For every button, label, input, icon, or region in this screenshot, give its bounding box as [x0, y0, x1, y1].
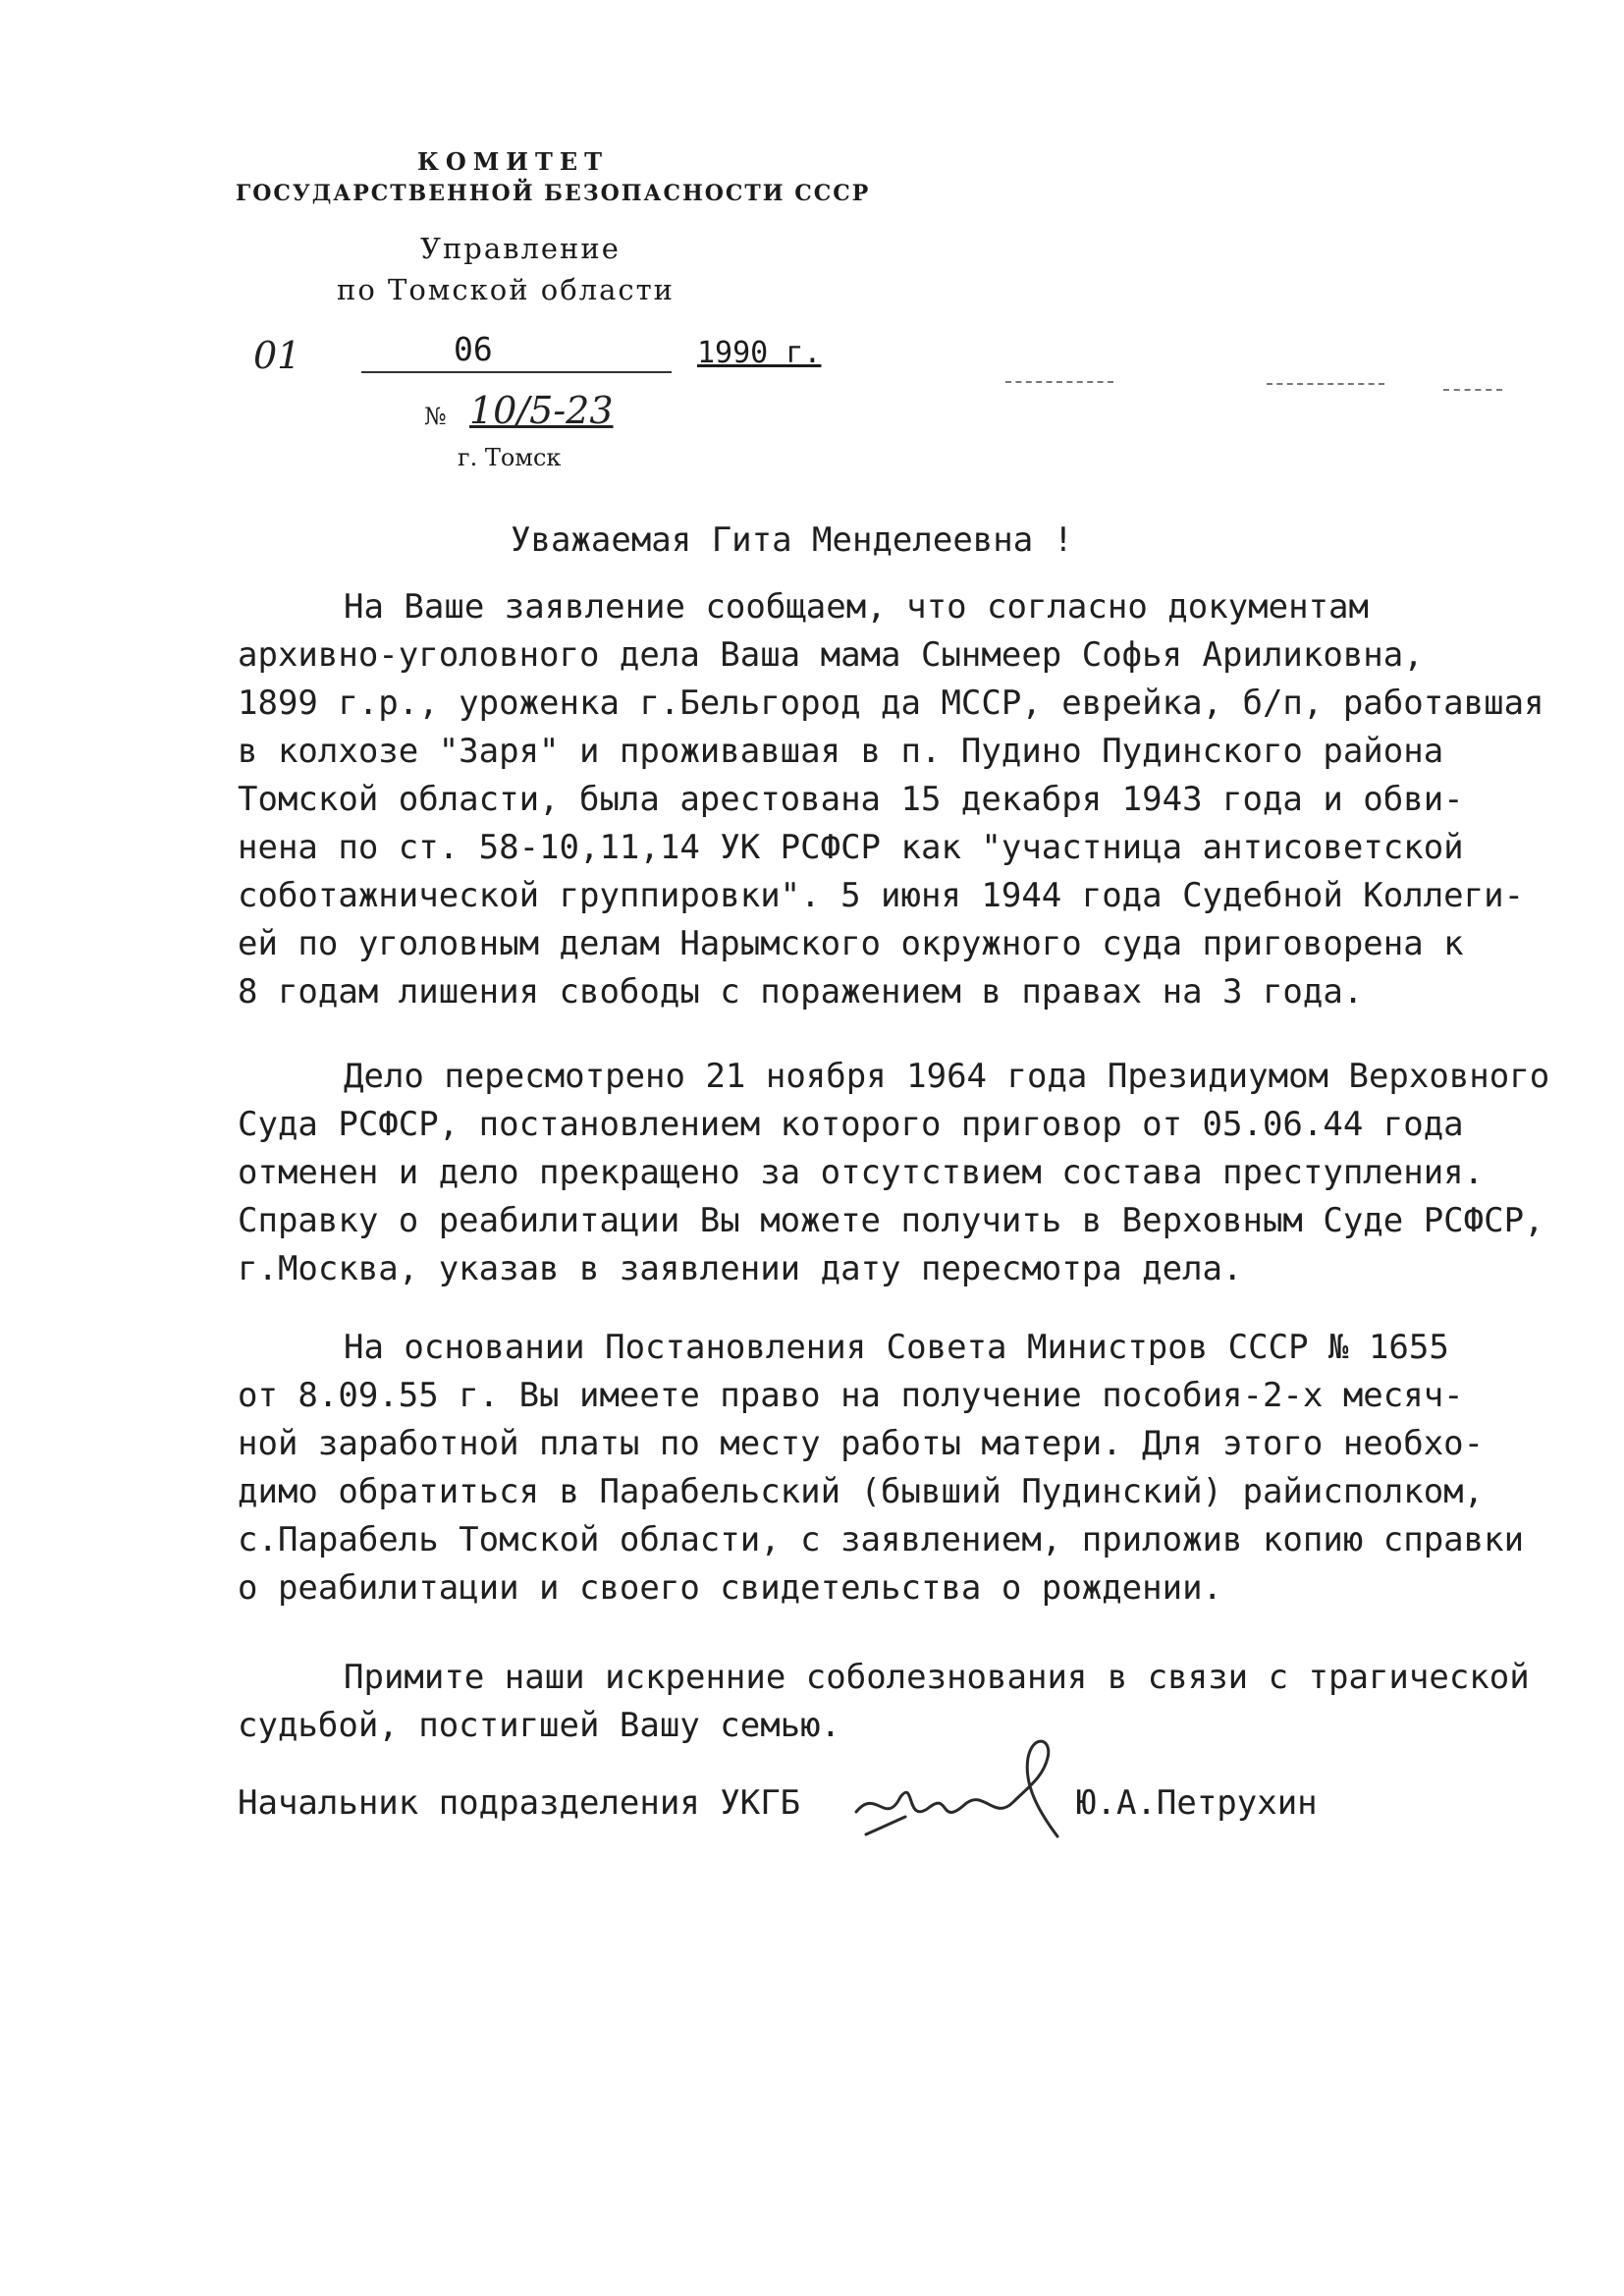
letterhead-committee: КОМИТЕТ [417, 147, 609, 176]
text-line: ной заработной платы по месту работы матери. Для этого необхо- [238, 1424, 1485, 1463]
paragraph-1 [238, 583, 1544, 1016]
signatory-title: Начальник подразделения УКГБ [238, 1783, 801, 1823]
text-line: На Ваше заявление сообщаем, что согласно документам [344, 587, 1369, 627]
text-line: димо обратиться в Парабельский (бывший Пудинский) райисполком, [238, 1472, 1485, 1511]
number-label: № [424, 403, 447, 430]
letterhead-region: по Томской области [337, 273, 675, 306]
faint-dash [1005, 381, 1113, 383]
paragraph-2 [238, 1053, 1549, 1293]
text-line: Справку о реабилитации Вы можете получить в Верховным Суде РСФСР, [238, 1201, 1544, 1240]
text-line: от 8.09.55 г. Вы имеете право на получение пособия-2-х месяч- [238, 1376, 1464, 1415]
signatory-name: Ю.А.Петрухин [1076, 1783, 1318, 1823]
text-line: Суда РСФСР, постановлением которого приговор от 05.06.44 года [238, 1105, 1464, 1144]
date-day: 01 [253, 334, 301, 377]
faint-dash [1267, 383, 1384, 385]
text-line: 1899 г.р., уроженка г.Бельгород да МССР, еврейка, б/п, работавшая [238, 683, 1544, 723]
text-line: Примите наши искренние соболезнования в связи с трагической [344, 1658, 1530, 1697]
text-line: г.Москва, указав в заявлении дату пересмотра дела. [238, 1249, 1243, 1288]
document-city: г. Томск [458, 444, 562, 471]
text-line: судьбой, постигшей Вашу семью. [238, 1706, 841, 1745]
text-line: о реабилитации и своего свидетельства о рождении. [238, 1568, 1223, 1608]
text-line: 8 годам лишения свободы с поражением в правах на 3 года. [238, 972, 1364, 1011]
handwritten-signature [846, 1719, 1102, 1856]
date-month: 06 [454, 330, 493, 368]
text-line: На основании Постановления Совета Министров СССР № 1655 [344, 1328, 1449, 1367]
text-line: отменен и дело прекращено за отсутствием состава преступления. [238, 1153, 1485, 1192]
text-line: соботажнической группировки". 5 июня 1944 года Судебной Коллеги- [238, 876, 1525, 915]
text-line: нена по ст. 58-10,11,14 УК РСФСР как "участница антисоветской [238, 828, 1464, 867]
document-number: 10/5-23 [469, 389, 614, 432]
text-line: Томской области, была арестована 15 декабря 1943 года и обви- [238, 780, 1464, 819]
text-line: архивно-уголовного дела Ваша мама Сынмеер Софья Ариликовна, [238, 635, 1424, 675]
faint-dash [1443, 389, 1502, 391]
text-line: ей по уголовным делам Нарымского окружного суда приговорена к [238, 924, 1464, 963]
date-underline [361, 371, 672, 373]
paragraph-3 [238, 1324, 1524, 1613]
letterhead-state-security: ГОСУДАРСТВЕННОЙ БЕЗОПАСНОСТИ СССР [236, 181, 871, 206]
letterhead-directorate: Управление [420, 232, 621, 265]
text-line: Дело пересмотрено 21 ноября 1964 года Президиумом Верховного [344, 1057, 1550, 1096]
date-year: 1990 г. [697, 336, 822, 370]
text-line: с.Парабель Томской области, с заявлением, приложив копию справки [238, 1520, 1525, 1559]
salutation: Уважаемая Гита Менделеевна ! [511, 520, 1074, 560]
text-line: в колхозе "Заря" и проживавшая в п. Пудино Пудинского района [238, 732, 1444, 771]
